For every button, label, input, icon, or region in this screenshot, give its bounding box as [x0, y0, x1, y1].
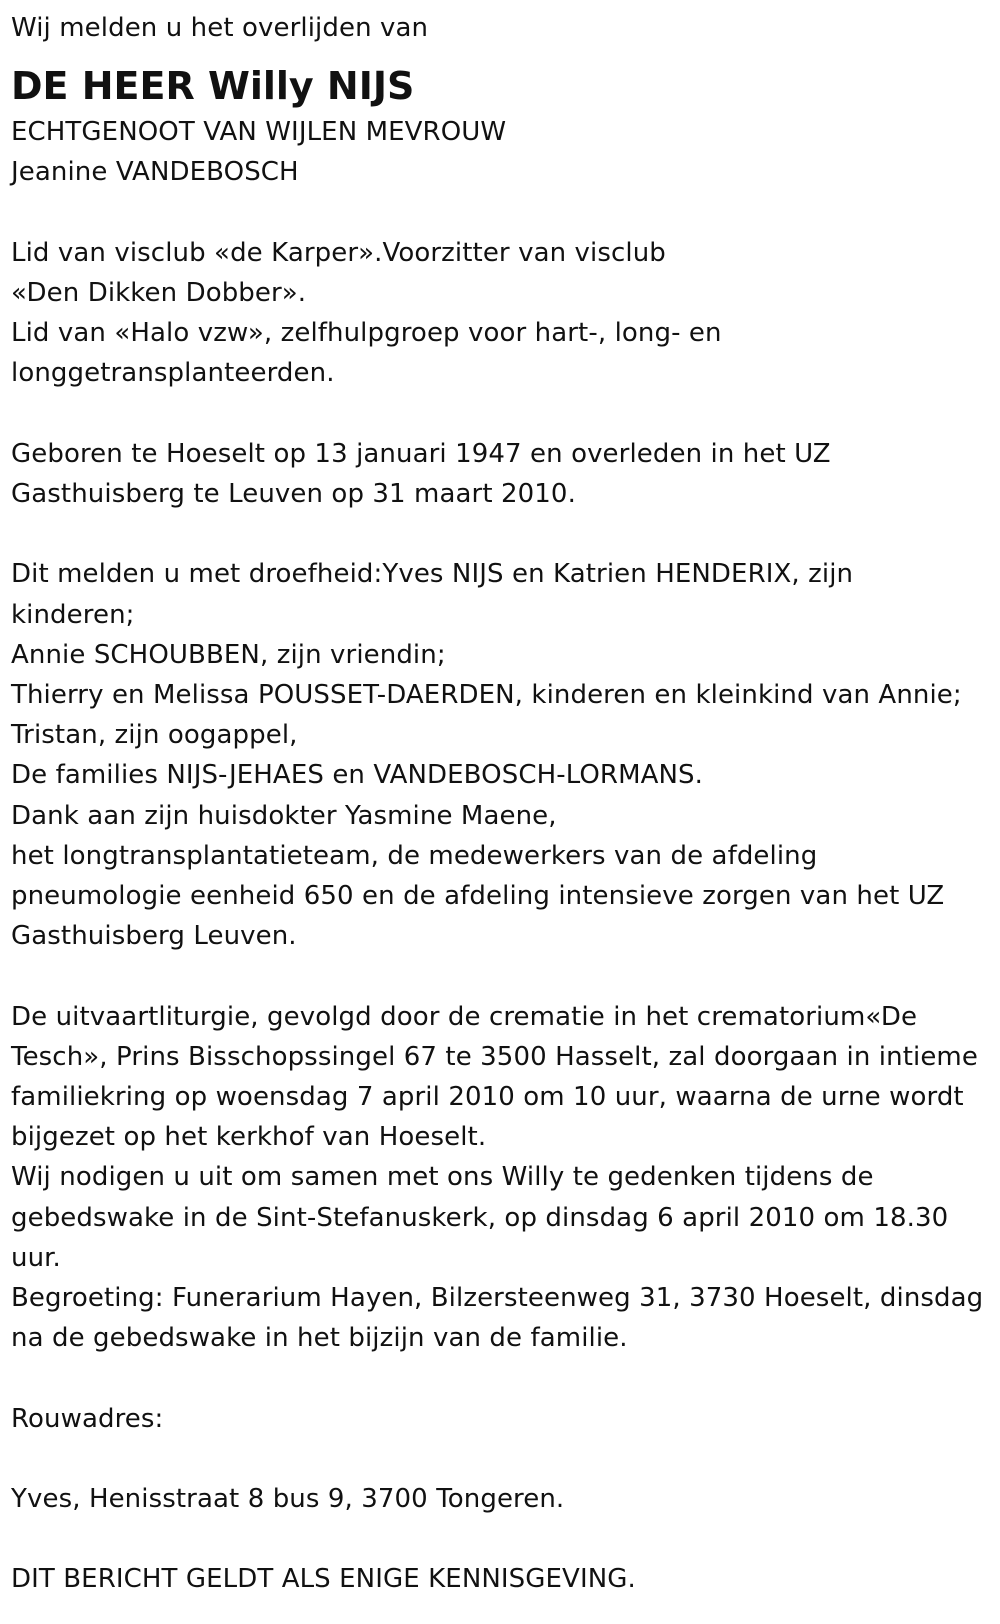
- mourners-line: De families NIJS-JEHAES en VANDEBOSCH-LORMANS.: [11, 760, 704, 791]
- funeral-line: Wij nodigen u uit om samen met ons Willy te gedenken tijdens de: [11, 1162, 874, 1193]
- mourners-line: Annie SCHOUBBEN, zijn vriendin;: [11, 639, 446, 670]
- closing-statement: DIT BERICHT GELDT ALS ENIGE KENNISGEVING.: [11, 1564, 636, 1595]
- spacer: [11, 394, 980, 434]
- spacer: [11, 514, 980, 554]
- mourners-line: het longtransplantatieteam, de medewerkers van de afdeling: [11, 840, 818, 871]
- mourners-line: Dank aan zijn huisdokter Yasmine Maene,: [11, 800, 557, 831]
- intro-line: Wij melden u het overlijden van: [11, 13, 429, 43]
- spouse-line-2: Jeanine VANDEBOSCH: [11, 157, 299, 188]
- funeral-line: familiekring op woensdag 7 april 2010 om 10 uur, waarna de urne wordt: [11, 1082, 964, 1113]
- spacer: [11, 1358, 980, 1398]
- funeral-line: Tesch», Prins Bisschopssingel 67 te 3500 Hasselt, zal doorgaan in intieme: [11, 1041, 978, 1072]
- mourners-line: pneumologie eenheid 650 en de afdeling intensieve zorgen van het UZ: [11, 881, 945, 912]
- address-label: Rouwadres:: [11, 1403, 164, 1434]
- funeral-line: gebedswake in de Sint-Stefanuskerk, op dinsdag 6 april 2010 om 18.30: [11, 1202, 949, 1233]
- funeral-line: Begroeting: Funerarium Hayen, Bilzersteenweg 31, 3730 Hoeselt, dinsdag: [11, 1283, 984, 1314]
- spacer: [11, 956, 980, 996]
- spacer: [11, 1519, 980, 1559]
- funeral-section: [11, 997, 984, 1359]
- deceased-name: DE HEER Willy NIJS: [11, 64, 415, 109]
- funeral-line: na de gebedswake in het bijzijn van de familie.: [11, 1323, 628, 1354]
- funeral-line: bijgezet op het kerkhof van Hoeselt.: [11, 1122, 487, 1153]
- memberships-line: Lid van «Halo vzw», zelfhulpgroep voor hart-, long- en: [11, 318, 722, 349]
- mourners-line: Thierry en Melissa POUSSET-DAERDEN, kinderen en kleinkind van Annie;: [11, 680, 962, 710]
- funeral-line: De uitvaartliturgie, gevolgd door de crematie in het crematorium«De: [11, 1001, 918, 1032]
- funeral-line: uur.: [11, 1242, 61, 1273]
- memberships-section: [11, 233, 980, 394]
- mourners-section: [11, 554, 980, 956]
- mourners-line: Tristan, zijn oogappel,: [11, 720, 298, 751]
- mourning-address: Yves, Henisstraat 8 bus 9, 3700 Tongeren.: [11, 1484, 565, 1515]
- birth-death-line: Gasthuisberg te Leuven op 31 maart 2010.: [11, 479, 576, 509]
- spacer: [11, 193, 980, 233]
- birth-death-section: [11, 434, 980, 514]
- memberships-line: «Den Dikken Dobber».: [11, 278, 307, 308]
- mourners-line: kinderen;: [11, 599, 135, 630]
- mourners-line: Gasthuisberg Leuven.: [11, 921, 297, 952]
- spouse-line-1: ECHTGENOOT VAN WIJLEN MEVROUW: [11, 117, 507, 148]
- memberships-line: longgetransplanteerden.: [11, 358, 335, 389]
- birth-death-line: Geboren te Hoeselt op 13 januari 1947 en overleden in het UZ: [11, 438, 831, 469]
- memberships-line: Lid van visclub «de Karper».Voorzitter van visclub: [11, 237, 666, 268]
- mourners-line: Dit melden u met droefheid:Yves NIJS en Katrien HENDERIX, zijn: [11, 559, 854, 590]
- spacer: [11, 1439, 980, 1479]
